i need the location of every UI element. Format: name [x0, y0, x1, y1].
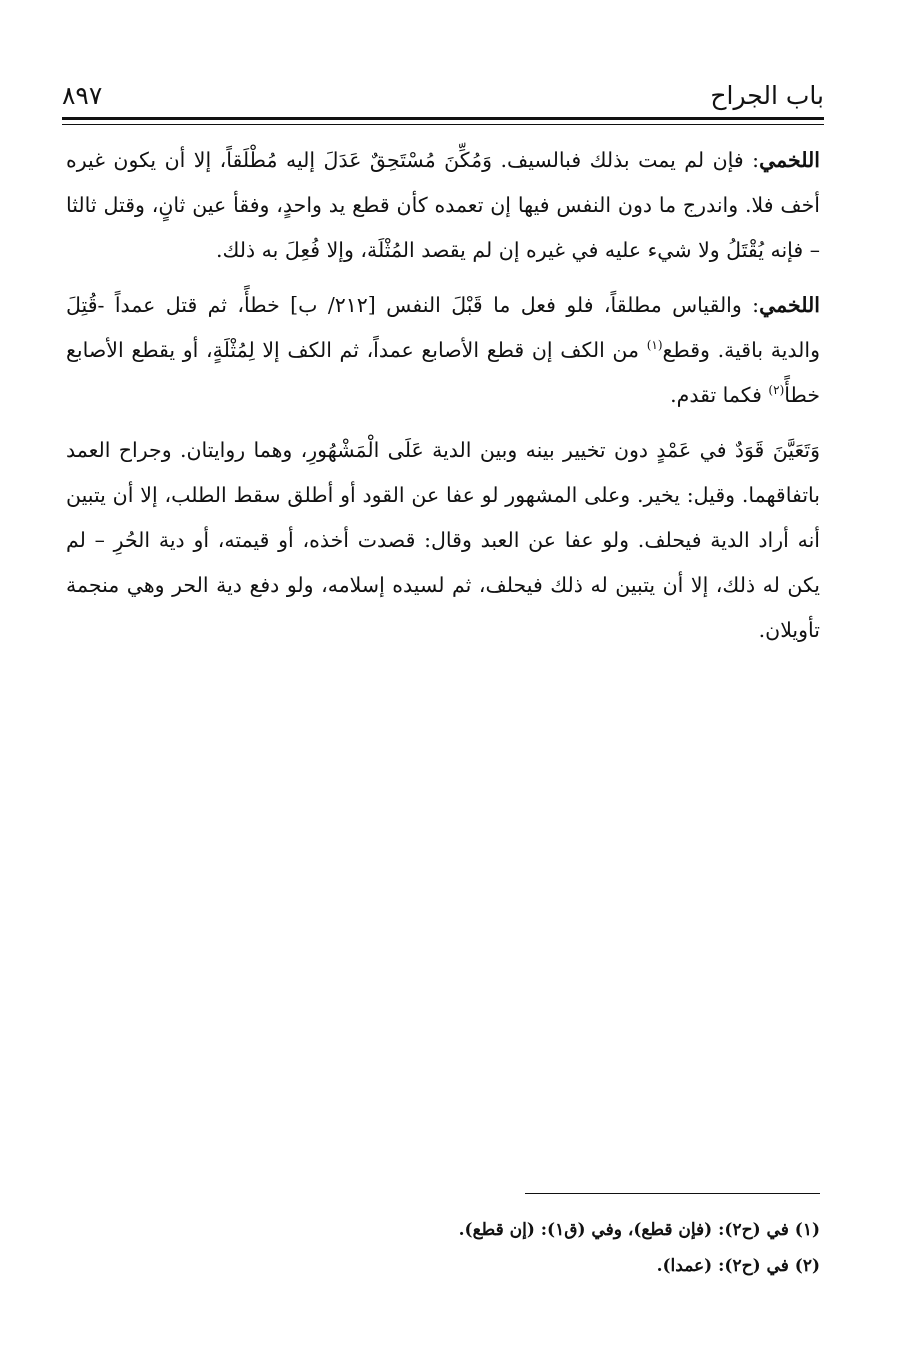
footnote-1: (١) في (ح٢): (فإن قطع)، وفي (ق١): (إن قطع). [458, 1220, 820, 1240]
page-header [62, 68, 824, 108]
footnote-2: (٢) في (ح٢): (عمدا). [656, 1256, 820, 1276]
page-number: ٨٩٧ [62, 81, 103, 110]
footnote-ref-1: (١) [646, 338, 663, 353]
paragraph-text: : فإن لم يمت بذلك فبالسيف. وَمُكِّنَ مُسْتَحِقٌ عَدَلَ إليه مُطْلَقاً، إلا أن يكون غيره أخف فلا. واندرج ما دون النفس فيها إن تعمده كأن قطع يد واحدٍ، وفقأ عين ثانٍ، وقتل ثالثا – فإنه يُقْتَلُ ولا شيء عليه في غيره إن لم يقصد المُثْلَة، وإلا فُعِلَ به ذلك. [66, 148, 820, 262]
header-rule-thick [62, 117, 824, 120]
speaker-label: اللخمي [759, 293, 820, 317]
main-text [66, 138, 820, 663]
paragraph-3 [66, 428, 820, 653]
footnote-separator [525, 1193, 820, 1194]
paragraph-text: فكما تقدم. [670, 383, 769, 407]
paragraph-1 [66, 138, 820, 273]
paragraph-text: وَتَعَيَّنَ قَوَدٌ في عَمْدٍ دون تخيير بينه وبين الدية عَلَى الْمَشْهُورِ، وهما روايتان. وجراح العمد باتفاقهما. وقيل: يخير. وعلى المشهور لو عفا عن القود أو أطلق سقط الطلب، إلا أن يتبين أنه أراد الدية فيحلف. ولو عفا عن العبد وقال: قصدت أخذه، أو قيمته، أو دية الحُرِ – لم يكن له ذلك، إلا أن يتبين له ذلك فيحلف، ثم لسيده إسلامه، ولو دفع دية الحر وهي منجمة تأويلان. [66, 438, 820, 642]
footnotes [400, 1212, 820, 1284]
paragraph-text: من الكف إن قطع الأصابع عمداً، ثم الكف إلا لِمُثْلَةٍ، أو يقطع الأصابع خطأً [66, 338, 820, 407]
footnote-ref-2: (٢) [768, 383, 785, 398]
paragraph-2 [66, 283, 820, 418]
running-title: باب الجراح [710, 81, 824, 110]
header-rule-thin [62, 124, 824, 125]
speaker-label: اللخمي [759, 148, 820, 172]
paragraph-text: : والقياس مطلقاً، فلو فعل ما قَبْلَ النفس [٢١٢/ ب] خطأً، ثم قتل عمداً -قُتِلَ والدية باقية. وقطع [66, 293, 821, 362]
